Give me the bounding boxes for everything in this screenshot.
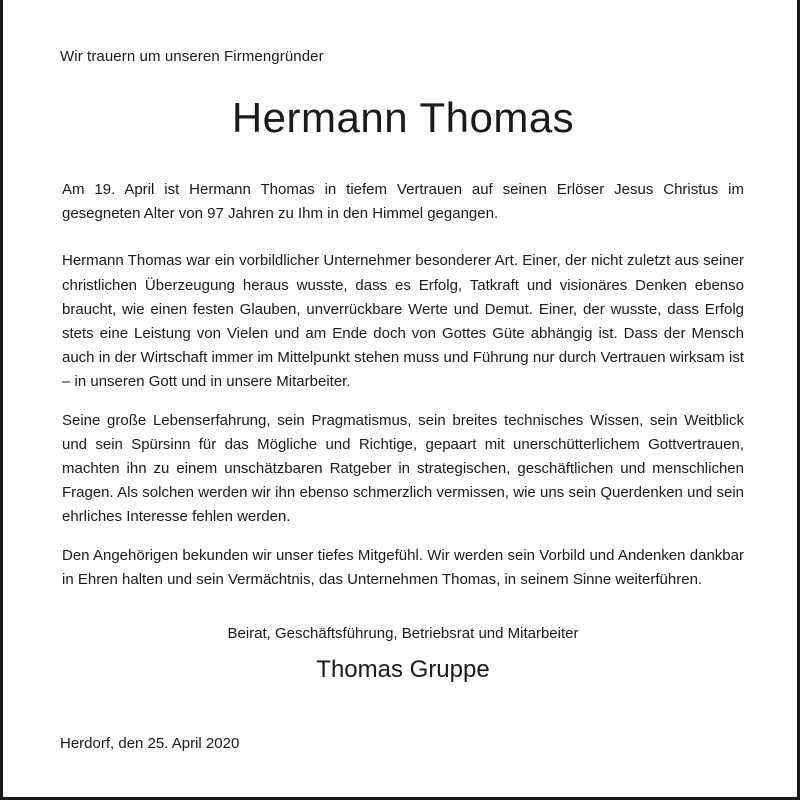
paragraph-tribute: Hermann Thomas war ein vorbildlicher Unternehmer besonderer Art. Einer, der nicht zuletzt aus seiner christlichen Überzeugung heraus wusste, dass es Erfolg, Tatkraft und visionäres Denken ebenso braucht, wie einen festen Glauben, unverrückbare Werte und Demut. Einer, der wusste, dass Erfolg stets eine Leistung von Vielen und am Ende doch von Gottes Güte abhängig ist. Dass der Mensch auch in der Wirtschaft immer im Mittelpunkt stehen muss und Führung nur durch Vertrauen wirksam ist – in unseren Gott und in unsere Mitarbeiter. — [62, 252, 744, 391]
signers-line: Beirat, Geschäftsführung, Betriebsrat und Mitarbeiter — [227, 625, 579, 642]
paragraph-qualities: Seine große Lebenserfahrung, sein Pragmatismus, sein breites technisches Wissen, sein Weitblick und sein Spürsinn für das Mögliche und Richtige, gepaart mit unerschütterlichem Gottvertrauen, machten ihn zu einem unschätzbaren Ratgeber in strategischen, geschäftlichen und menschlichen Fragen. Als solchen werden wir ihn ebenso schmerzlich vermissen, wie uns sein Querdenken und sein ehrliches Interesse fehlen werden. — [62, 411, 744, 526]
paragraph-condolences: Den Angehörigen bekunden wir unser tiefes Mitgefühl. Wir werden sein Vorbild und Andenken dankbar in Ehren halten und sein Vermächtnis, das Unternehmen Thomas, in seinem Sinne weiterführen. — [62, 546, 744, 588]
paragraph-passing: Am 19. April ist Hermann Thomas in tiefem Vertrauen auf seinen Erlöser Jesus Christus im gesegneten Alter von 97 Jahren zu Ihm in den Himmel gegangen. — [62, 181, 744, 223]
place-and-date: Herdorf, den 25. April 2020 — [60, 735, 240, 752]
company-name: Thomas Gruppe — [316, 656, 490, 683]
intro-line: Wir trauern um unseren Firmengründer — [60, 48, 324, 65]
deceased-name: Hermann Thomas — [231, 94, 575, 141]
notice-body — [62, 178, 744, 606]
